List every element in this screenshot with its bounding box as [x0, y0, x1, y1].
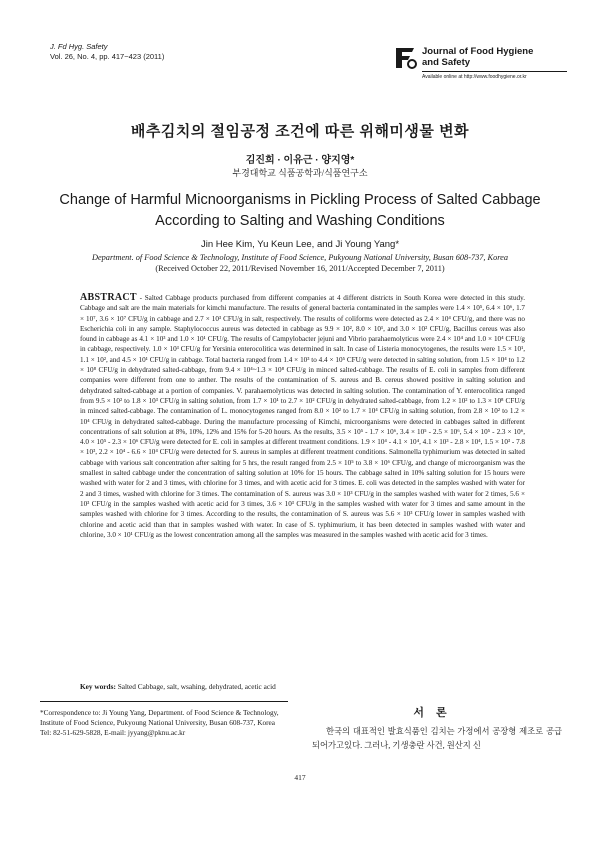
- keywords-label: Key words:: [80, 682, 116, 691]
- introduction-heading: 서론: [413, 707, 459, 719]
- page-number: 417: [294, 773, 306, 782]
- keywords: [80, 682, 525, 691]
- english-authors: Jin Hee Kim, Yu Keun Lee, and Ji Young Yang*: [200, 239, 400, 250]
- english-title-line-1: Change of Harmful Micnoorganisms in Pickling Process of Salted Cabbage: [59, 192, 541, 208]
- abstract-text: - Salted Cabbage products purchased from different companies at 4 different districts in South Korea were detected in this study. Cabbage and salt are the main materials for kimchi manufacture. The results of general bacteria contaminated in the samples were 1.4 × 10⁵, 6.4 × 10⁶, 1.7 × 10⁷, 3.6 × 10⁷ CFU/g in cabbage and 2.7 × 10³ CFU/g in salt, respectively. The results of coliforms were detected as 2.4 × 10⁴ CFU/g, and there was no Escherichia coli in any sample. Staphylococcus aureus was detected in cabbage as 9.9 × 10², 8.0 × 10¹, and 3.0 × 10² CFU/g, Bacillus cereus was also found in cabbage as 4.1 × 10³ and 1.0 × 10¹ CFU/g. The results of Campylobacter jejuni and Vibrio parahaemolyticus were 2.4 × 10⁴ and 1.0 × 10⁴ CFU/g in cabbage, respectively. 1.0 × 10³ CFU/g for Yersinia enterocolitica was determined in salt. In case of Listeria monocytogenes, the results were 1.5 × 10¹, 1.1 × 10², and 4.5 × 10¹ CFU/g in cabbage. Total bacteria ranged from 1.4 × 10³ to 4.4 × 10⁵ CFU/g were detected in salting solution, from 1.5 × 10⁴ to 1.2 × 10⁸ CFU/g in dehydrated salted-cabbage, from 9.4 × 10⁴~1.3 × 10⁸ CFU/g in minced salted-cabbage. The results of E. coli in samples from different companies were different from one to anther. The results of the contamination of S. aureus and B. cereus showed positive in salting solution and dehydrated salted-cabbage at a portion of companies. V. parahaemolyticus was detected in salting solution. The contamination of Y. enterocolitica ranged from 9.5 × 10² to 1.8 × 10³ CFU/g in salting solution, from 1.7 × 10¹ to 2.7 × 10² CFU/g in dehydrated salted-cabbage, from 1.2 × 10² to 1.3 × 10⁸ CFU/g in minced salted-cabbage. The contamination of L. monocytogenes ranged from 8.0 × 10² to 1.7 × 10⁴ CFU/g in salting solution, from 2.8 × 10² to 1.2 × 10⁴ CFU/g in dehydrated salted-cabbage. During the manufacture processing of Kimchi, microorganisms were detected in cabbages salted in different concentrations of salt solution at 8%, 10%, 12% and 15% for 5-20 hours. As the results, 3.5 × 10⁵ - 1.7 × 10⁶, 3.4 × 10⁵ - 2.5 × 10⁶, 5.4 × 10⁵ - 2.3 × 10⁶, 4.0 × 10⁵ - 2.3 × 10⁶ CFU/g were detected for E. coli in samples at different treatment conditions. 1.9 × 10⁴ - 4.1 × 10⁴, 4.1 × 10³ - 2.8 × 10⁴, 1.5 × 10³ - 7.8 × 10³, 2.2 × 10⁴ - 6.6 × 10⁴ CFU/g were detected for S. aureus in samples at different treatment conditions. Salmonella typhimurium was detected in salted cabbage with various salt concentration after salting for 5 hrs, the result ranged from 2.5 × 10⁵ to 3.8 × 10⁶ CFU/g, and change of microorganism was the smallest in salted cabbage under the concentration of salting solution at 10% for 15 hours. The cabbage salted in 10% salting solution for 15 hours were washed with water for 2 and 3 times, with chlorine for 3 times, and with acetic acid for 3 times. E. coli was detected in the samples washed with water for 2 and 3 times, washed with chlorine for 3 times. The contamination of S. aureus was 3.0 × 10³ CFU/g in the samples washed with water for 2 times, 5.6 × 10³ CFU/g in the samples washed with acetic acid for 3 times, 3.6 × 10³ CFU/g in the samples washed with water for 3 times and same amount in the samples washed with chlorine for 3 times. According to the results, the contamination of S. aureus was 5.6 × 10³ CFU/g lower in samples washed with chlorine and acetic acid than that in samples washed with water. In case of S. typhimurium, it has been detected in samples washed with water and chlorine, 3.0 × 10¹ CFU/g as the lowest concentration among all the samples was measured in the samples washed with acetic acid for 3 times.: [80, 294, 525, 539]
- abstract: [80, 293, 525, 540]
- journal-emblem-icon: [392, 44, 418, 72]
- keywords-text: Salted Cabbage, salt, wsahing, dehydrated, acetic acid: [115, 682, 276, 691]
- availability-note: Available online at http://www.foodhygiene.or.kr: [422, 74, 527, 80]
- introduction-text: 한국의 대표적인 발효식품인 김치는 가정에서 공장형 제조로 공급되어가고있다. 그러나, 기생충란 사건, 원산지 신: [312, 727, 562, 750]
- english-title-line-2: According to Salting and Washing Conditions: [155, 213, 445, 229]
- correspondence-text: *Correspondence to: Ji Young Yang, Department. of Food Science & Technology, Institute of Food Science, Pukyoung National University, Busan 608-737, Korea: [40, 708, 279, 727]
- abstract-heading: ABSTRACT: [80, 292, 137, 303]
- korean-authors: 김진희 · 이유근 · 양지영*: [245, 155, 355, 166]
- volume-citation: Vol. 26, No. 4, pp. 417~423 (2011): [50, 52, 165, 61]
- correspondence-footnote: [40, 708, 290, 738]
- submission-dates: (Received October 22, 2011/Revised November 16, 2011/Accepted December 7, 2011): [155, 264, 445, 273]
- journal-reference: [50, 42, 164, 62]
- contact-info: Tel: 82-51-629-5828, E-mail: jyyang@pknu.ac.kr: [40, 728, 186, 737]
- logo-title-line-1: Journal of Food Hygiene: [422, 46, 534, 57]
- logo-title-line-2: and Safety: [422, 57, 471, 68]
- english-title: [0, 190, 600, 232]
- korean-title: 배추김치의 절임공정 조건에 따른 위해미생물 변화: [130, 123, 470, 140]
- logo-divider: [422, 71, 567, 72]
- footnote-divider: [40, 701, 288, 702]
- journal-short-name: J. Fd Hyg. Safety: [50, 42, 108, 51]
- author-department: Department. of Food Science & Technology, Institute of Food Science, Pukyoung National University, Busan 608-737, Korea: [91, 253, 508, 262]
- journal-logo-title: [422, 46, 533, 68]
- korean-affiliation: 부경대학교 식품공학과/식품연구소: [232, 168, 368, 178]
